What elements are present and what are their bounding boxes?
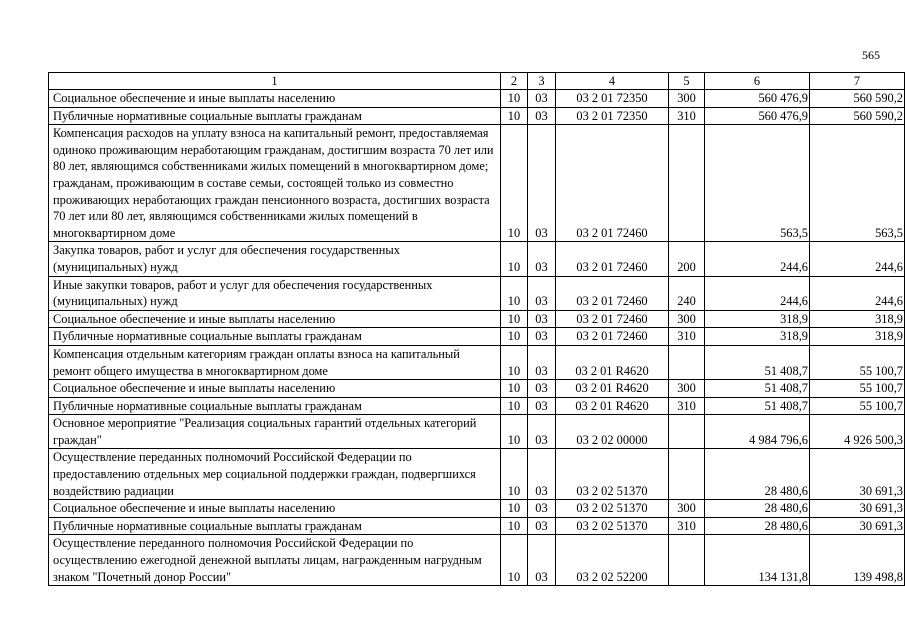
amount-year2-cell: 4 926 500,3	[810, 415, 905, 449]
expense-type-cell: 240	[669, 276, 705, 310]
subsection-code-cell: 03	[528, 107, 556, 125]
amount-year1-cell: 51 408,7	[705, 380, 810, 398]
target-article-cell: 03 2 01 R4620	[556, 380, 669, 398]
amount-year2-cell: 244,6	[810, 242, 905, 276]
table-row	[49, 500, 905, 518]
subsection-code-cell: 03	[528, 125, 556, 242]
budget-table	[48, 72, 905, 586]
column-header-6: 6	[705, 73, 810, 90]
row-name-cell: Социальное обеспечение и иные выплаты населению	[49, 500, 501, 518]
subsection-code-cell: 03	[528, 517, 556, 535]
amount-year1-cell: 28 480,6	[705, 500, 810, 518]
table-row	[49, 90, 905, 108]
amount-year1-cell: 4 984 796,6	[705, 415, 810, 449]
target-article-cell: 03 2 01 72460	[556, 125, 669, 242]
amount-year1-cell: 51 408,7	[705, 397, 810, 415]
table-row	[49, 517, 905, 535]
row-name-cell: Социальное обеспечение и иные выплаты населению	[49, 380, 501, 398]
amount-year2-cell: 560 590,2	[810, 90, 905, 108]
section-code-cell: 10	[501, 449, 528, 500]
target-article-cell: 03 2 02 51370	[556, 517, 669, 535]
table-row	[49, 535, 905, 586]
row-name-cell: Иные закупки товаров, работ и услуг для обеспечения государственных (муниципальных) нужд	[49, 276, 501, 310]
subsection-code-cell: 03	[528, 449, 556, 500]
column-header-7: 7	[810, 73, 905, 90]
row-name-cell: Основное мероприятие "Реализация социальных гарантий отдельных категорий граждан"	[49, 415, 501, 449]
section-code-cell: 10	[501, 107, 528, 125]
row-name-cell: Осуществление переданных полномочий Российской Федерации по предоставлению отдельных мер социальной поддержки граждан, подвергшихся воздействию радиации	[49, 449, 501, 500]
row-name-cell: Публичные нормативные социальные выплаты гражданам	[49, 397, 501, 415]
table-row	[49, 276, 905, 310]
column-header-5: 5	[669, 73, 705, 90]
column-header-2: 2	[501, 73, 528, 90]
section-code-cell: 10	[501, 242, 528, 276]
expense-type-cell	[669, 125, 705, 242]
subsection-code-cell: 03	[528, 345, 556, 379]
amount-year2-cell: 139 498,8	[810, 535, 905, 586]
row-name-cell: Компенсация отдельным категориям граждан оплаты взноса на капитальный ремонт общего имущества в многоквартирном доме	[49, 345, 501, 379]
expense-type-cell	[669, 449, 705, 500]
section-code-cell: 10	[501, 310, 528, 328]
expense-type-cell: 310	[669, 107, 705, 125]
subsection-code-cell: 03	[528, 535, 556, 586]
subsection-code-cell: 03	[528, 276, 556, 310]
section-code-cell: 10	[501, 535, 528, 586]
column-header-3: 3	[528, 73, 556, 90]
amount-year1-cell: 28 480,6	[705, 517, 810, 535]
expense-type-cell	[669, 535, 705, 586]
subsection-code-cell: 03	[528, 328, 556, 346]
table-row	[49, 415, 905, 449]
target-article-cell: 03 2 01 R4620	[556, 397, 669, 415]
target-article-cell: 03 2 01 72460	[556, 328, 669, 346]
target-article-cell: 03 2 02 52200	[556, 535, 669, 586]
amount-year2-cell: 318,9	[810, 328, 905, 346]
table-row	[49, 125, 905, 242]
row-name-cell: Осуществление переданного полномочия Российской Федерации по осуществлению ежегодной денежной выплаты лицам, награжденным нагрудным знаком "Почетный донор России"	[49, 535, 501, 586]
amount-year1-cell: 563,5	[705, 125, 810, 242]
table-body	[49, 90, 905, 586]
target-article-cell: 03 2 01 72460	[556, 242, 669, 276]
amount-year2-cell: 55 100,7	[810, 397, 905, 415]
row-name-cell: Социальное обеспечение и иные выплаты населению	[49, 90, 501, 108]
section-code-cell: 10	[501, 415, 528, 449]
amount-year2-cell: 30 691,3	[810, 500, 905, 518]
expense-type-cell: 300	[669, 90, 705, 108]
section-code-cell: 10	[501, 500, 528, 518]
target-article-cell: 03 2 01 R4620	[556, 345, 669, 379]
column-header-4: 4	[556, 73, 669, 90]
amount-year2-cell: 244,6	[810, 276, 905, 310]
target-article-cell: 03 2 01 72460	[556, 276, 669, 310]
amount-year2-cell: 560 590,2	[810, 107, 905, 125]
expense-type-cell	[669, 345, 705, 379]
section-code-cell: 10	[501, 397, 528, 415]
subsection-code-cell: 03	[528, 397, 556, 415]
table-row	[49, 397, 905, 415]
table-row	[49, 345, 905, 379]
amount-year1-cell: 560 476,9	[705, 90, 810, 108]
table-row	[49, 380, 905, 398]
row-name-cell: Публичные нормативные социальные выплаты гражданам	[49, 107, 501, 125]
amount-year2-cell: 30 691,3	[810, 517, 905, 535]
target-article-cell: 03 2 02 00000	[556, 415, 669, 449]
expense-type-cell	[669, 415, 705, 449]
row-name-cell: Социальное обеспечение и иные выплаты населению	[49, 310, 501, 328]
section-code-cell: 10	[501, 276, 528, 310]
amount-year1-cell: 28 480,6	[705, 449, 810, 500]
subsection-code-cell: 03	[528, 310, 556, 328]
target-article-cell: 03 2 02 51370	[556, 449, 669, 500]
expense-type-cell: 310	[669, 397, 705, 415]
amount-year1-cell: 318,9	[705, 328, 810, 346]
section-code-cell: 10	[501, 90, 528, 108]
section-code-cell: 10	[501, 517, 528, 535]
row-name-cell: Компенсация расходов на уплату взноса на капитальный ремонт, предоставляемая одиноко проживающим неработающим гражданам, достигшим возраста 70 лет или 80 лет, являющимся собственниками жилых помещений в многоквартирном доме; гражданам, проживающим в составе семьи, состоящей только из совместно проживающих неработающих граждан пенсионного возраста, достигших возраста 70 лет или 80 лет, являющимся собственниками жилых помещений в многоквартирном доме	[49, 125, 501, 242]
row-name-cell: Публичные нормативные социальные выплаты гражданам	[49, 517, 501, 535]
amount-year1-cell: 134 131,8	[705, 535, 810, 586]
expense-type-cell: 310	[669, 517, 705, 535]
amount-year1-cell: 560 476,9	[705, 107, 810, 125]
section-code-cell: 10	[501, 328, 528, 346]
target-article-cell: 03 2 01 72460	[556, 310, 669, 328]
amount-year2-cell: 30 691,3	[810, 449, 905, 500]
table-row	[49, 242, 905, 276]
subsection-code-cell: 03	[528, 500, 556, 518]
target-article-cell: 03 2 01 72350	[556, 90, 669, 108]
section-code-cell: 10	[501, 345, 528, 379]
amount-year1-cell: 51 408,7	[705, 345, 810, 379]
expense-type-cell: 300	[669, 500, 705, 518]
table-row	[49, 310, 905, 328]
subsection-code-cell: 03	[528, 415, 556, 449]
section-code-cell: 10	[501, 380, 528, 398]
target-article-cell: 03 2 01 72350	[556, 107, 669, 125]
subsection-code-cell: 03	[528, 380, 556, 398]
column-header-1: 1	[49, 73, 501, 90]
subsection-code-cell: 03	[528, 242, 556, 276]
expense-type-cell: 200	[669, 242, 705, 276]
amount-year2-cell: 563,5	[810, 125, 905, 242]
section-code-cell: 10	[501, 125, 528, 242]
expense-type-cell: 300	[669, 310, 705, 328]
amount-year2-cell: 55 100,7	[810, 380, 905, 398]
row-name-cell: Публичные нормативные социальные выплаты гражданам	[49, 328, 501, 346]
page-number: 565	[862, 48, 880, 62]
amount-year1-cell: 244,6	[705, 276, 810, 310]
subsection-code-cell: 03	[528, 90, 556, 108]
target-article-cell: 03 2 02 51370	[556, 500, 669, 518]
amount-year1-cell: 318,9	[705, 310, 810, 328]
amount-year2-cell: 318,9	[810, 310, 905, 328]
row-name-cell: Закупка товаров, работ и услуг для обеспечения государственных (муниципальных) нужд	[49, 242, 501, 276]
table-row	[49, 328, 905, 346]
table-row	[49, 449, 905, 500]
amount-year1-cell: 244,6	[705, 242, 810, 276]
table-header-row	[49, 73, 905, 90]
expense-type-cell: 300	[669, 380, 705, 398]
amount-year2-cell: 55 100,7	[810, 345, 905, 379]
table-row	[49, 107, 905, 125]
expense-type-cell: 310	[669, 328, 705, 346]
